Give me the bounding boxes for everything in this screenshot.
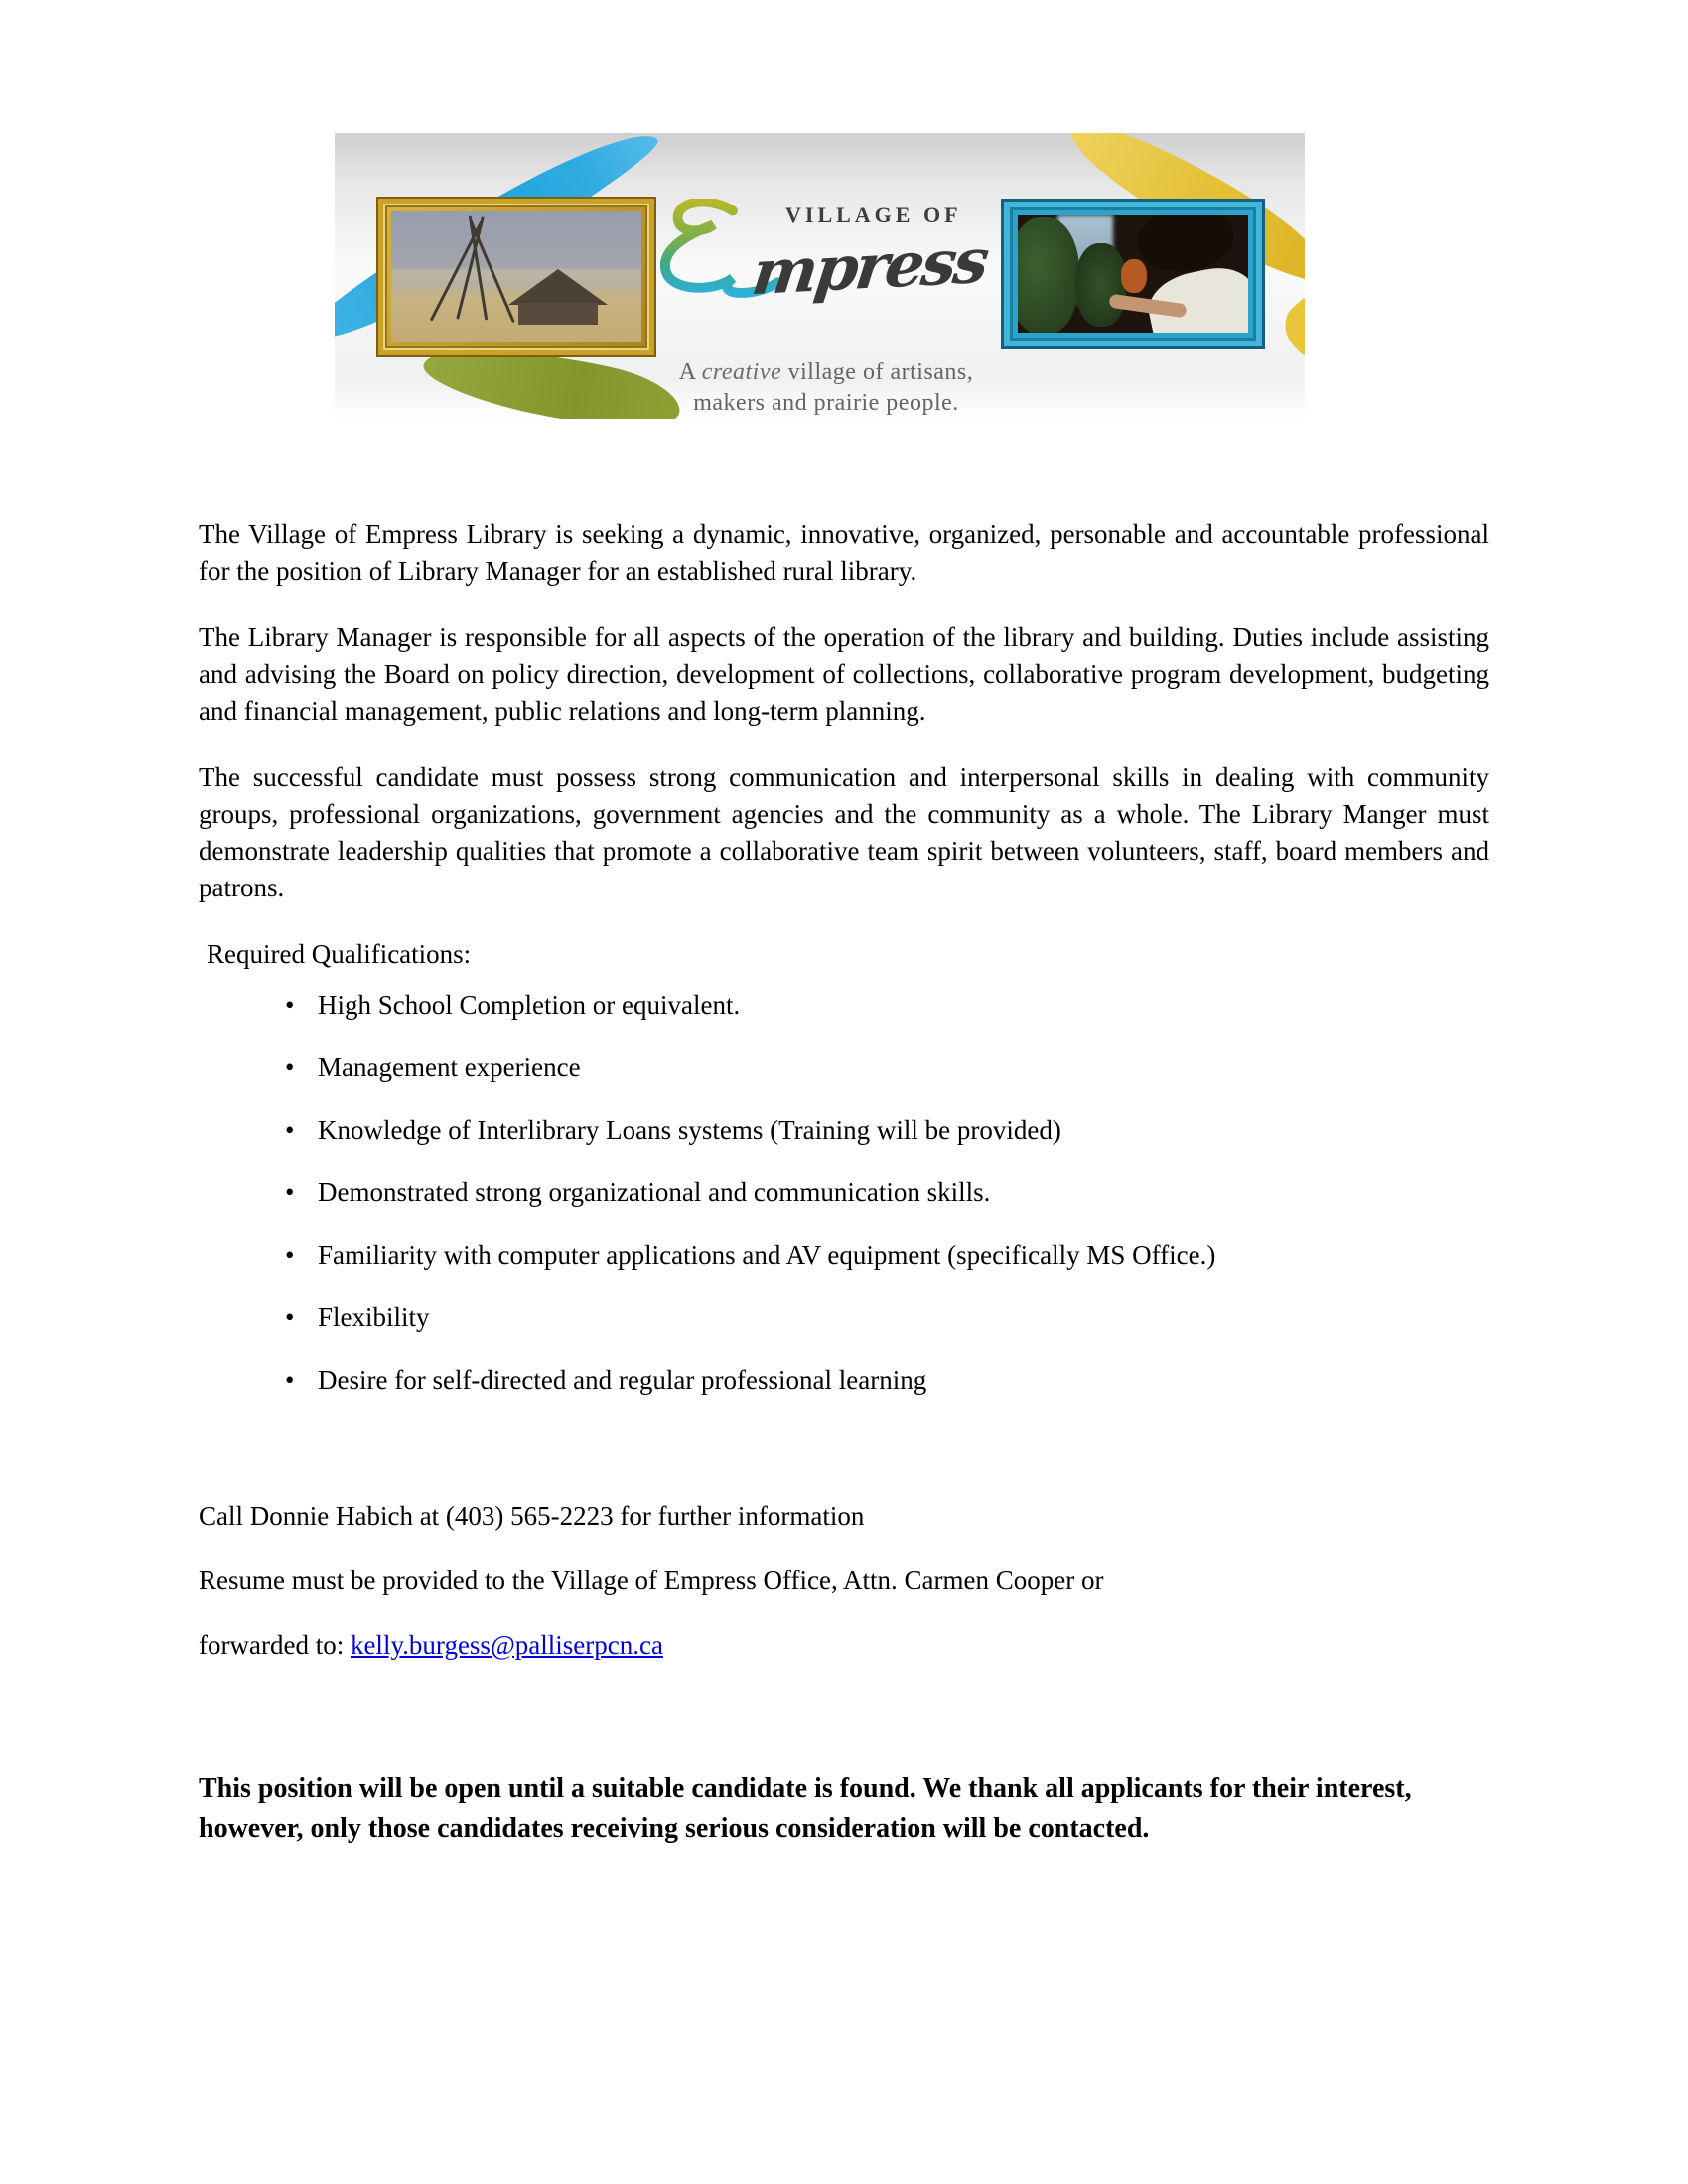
qualification-item xyxy=(285,1049,1489,1086)
qualification-text: High School Completion or equivalent. xyxy=(318,990,741,1020)
bullet-icon: • xyxy=(285,1177,295,1207)
qualification-text: Desire for self-directed and regular professional learning xyxy=(318,1365,927,1395)
teal-frame xyxy=(1001,199,1265,349)
bullet-icon: • xyxy=(285,1115,295,1145)
qualification-item xyxy=(285,1237,1489,1274)
forwarded-prefix: forwarded to: xyxy=(199,1630,351,1660)
qualification-text: Demonstrated strong organizational and communication skills. xyxy=(318,1177,991,1207)
qualification-item xyxy=(285,1362,1489,1399)
qualification-text: Flexibility xyxy=(318,1302,430,1332)
qualification-text: Management experience xyxy=(318,1052,581,1082)
gold-frame xyxy=(376,197,656,357)
hut-body xyxy=(518,303,598,325)
qualification-text: Knowledge of Interlibrary Loans systems (Training will be provided) xyxy=(318,1115,1061,1145)
bullet-icon: • xyxy=(285,1365,295,1395)
tagline xyxy=(654,357,998,419)
foliage xyxy=(1075,243,1127,327)
bullet-icon: • xyxy=(285,1240,295,1270)
forwarded-line xyxy=(199,1627,1489,1664)
posting-body xyxy=(199,419,1489,1848)
candidate-paragraph: The successful candidate must possess strong communication and interpersonal skills in dealing with community groups, professional organizations, government agencies and the community as a whole. The Library Manger must demonstrate leadership qualities that promote a collaborative team spirit between volunteers, staff, board members and patrons. xyxy=(199,762,1489,902)
bullet-icon: • xyxy=(285,1052,295,1082)
tagline-line2: makers and prairie people. xyxy=(693,390,959,416)
qualifications-heading: Required Qualifications: xyxy=(207,939,472,969)
closing-paragraph: This position will be open until a suitable candidate is found. We thank all applicants for their interest, however, only those candidates receiving serious consideration will be contacted. xyxy=(199,1773,1412,1843)
empress-script-label: mpress xyxy=(748,223,991,310)
tagline-creative: creative xyxy=(701,359,782,385)
resume-line: Resume must be provided to the Village of Empress Office, Attn. Carmen Cooper or xyxy=(199,1566,1104,1595)
bullet-icon: • xyxy=(285,990,295,1020)
person-shirt xyxy=(1143,261,1248,333)
email-link[interactable]: kelly.burgess@palliserpcn.ca xyxy=(350,1630,663,1660)
responsibilities-paragraph: The Library Manager is responsible for all aspects of the operation of the library and building. Duties include assisting and advising the Board on policy direction, development of collections, collaborative program development, budgeting and financial management, public relations and long-term planning. xyxy=(199,622,1489,726)
prairie-teepee-photo xyxy=(391,211,641,342)
qualification-item xyxy=(285,1174,1489,1211)
phone-line: Call Donnie Habich at (403) 565-2223 for further information xyxy=(199,1501,865,1531)
contact-section xyxy=(199,1498,1489,1664)
intro-paragraph: The Village of Empress Library is seeking a dynamic, innovative, organized, personable and accountable professional for the position of Library Manager for an established rural library. xyxy=(199,519,1489,586)
qualification-item xyxy=(285,987,1489,1024)
qualification-item xyxy=(285,1299,1489,1336)
workbench-item xyxy=(1121,259,1147,293)
artisan-at-work-photo xyxy=(1018,215,1248,333)
bullet-icon: • xyxy=(285,1302,295,1332)
empress-banner xyxy=(335,133,1305,419)
village-of-label: VILLAGE OF xyxy=(785,203,962,227)
foliage xyxy=(1018,217,1079,333)
qualification-text: Familiarity with computer applications and AV equipment (specifically MS Office.) xyxy=(318,1240,1216,1270)
tagline-part: A xyxy=(678,359,702,385)
qualification-item xyxy=(285,1112,1489,1149)
tagline-part: village of artisans, xyxy=(781,359,974,385)
hut-roof xyxy=(508,269,608,305)
empress-wordmark xyxy=(654,199,991,311)
qualifications-list xyxy=(199,987,1489,1399)
